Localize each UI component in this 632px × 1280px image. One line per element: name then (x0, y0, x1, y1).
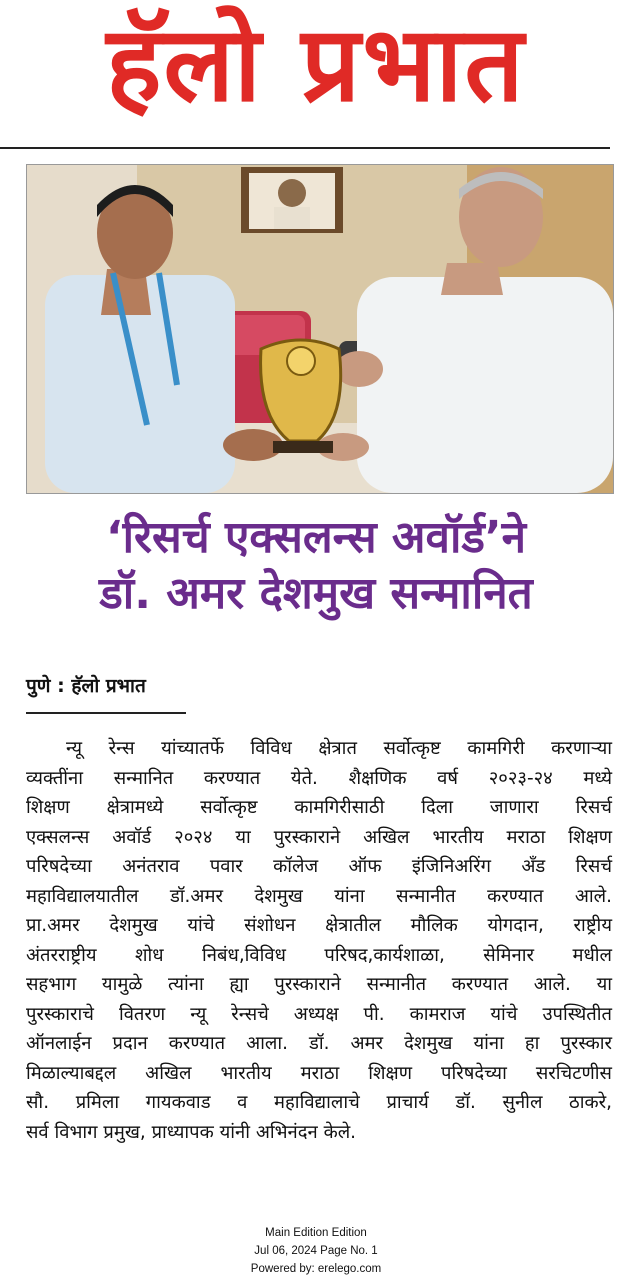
body-line: प्रा.अमर देशमुख यांचे संशोधन क्षेत्रातील मौलिक योगदान, राष्ट्रीय (26, 915, 612, 936)
masthead (0, 0, 632, 130)
body-line: सर्व विभाग प्रमुख, प्राध्यापक यांनी अभिनंदन केले. (26, 1121, 357, 1143)
headline-line-1: ‘रिसर्च एक्सलन्स अवॉर्ड’ने (105, 512, 527, 563)
body-line: सहभाग यामुळे त्यांना ह्या पुरस्काराने सन्मानीत करण्यात आले. या (26, 974, 612, 995)
article-body (26, 734, 612, 1147)
body-line: पुरस्काराचे वितरण न्यू रेन्सचे अध्यक्ष पी. कामराज यांचे उपस्थितीत (26, 1003, 612, 1025)
dateline-divider (26, 712, 186, 714)
masthead-divider (0, 147, 610, 149)
award-ceremony-photo (27, 165, 613, 493)
body-line: शिक्षण क्षेत्रामध्ये सर्वोत्कृष्ट कामगिरीसाठी दिला जाणारा रिसर्च (26, 797, 612, 818)
body-line: परिषदेच्या अनंतराव पवार कॉलेज ऑफ इंजिनिअरिंग अँड रिसर्च (26, 856, 612, 877)
edition-footer (0, 1224, 632, 1278)
body-line: व्यक्तींना सन्मानित करण्यात येते. शैक्षणिक वर्ष २०२३-२४ मध्ये (26, 767, 612, 789)
body-line: अंतरराष्ट्रीय शोध निबंध,विविध परिषद,कार्यशाळा, सेमिनार मधील (26, 944, 612, 966)
masthead-title: हॅलो प्रभात (106, 3, 526, 125)
edition-name: Main Edition Edition (265, 1227, 367, 1239)
body-line: एक्सलन्स अवॉर्ड २०२४ या पुरस्काराने अखिल भारतीय मराठा शिक्षण (26, 826, 612, 848)
body-line: मिळाल्याबद्दल अखिल भारतीय मराठा शिक्षण परिषदेच्या सरचिटणीस (26, 1062, 612, 1084)
dateline: पुणे : हॅलो प्रभात (26, 675, 146, 697)
headline-line-2: डॉ. अमर देशमुख सन्मानित (99, 568, 533, 619)
body-line: सौ. प्रमिला गायकवाड व महाविद्यालाचे प्राचार्य डॉ. सुनील ठाकरे, (26, 1092, 612, 1113)
article-headline (10, 510, 622, 622)
article-photo (26, 164, 614, 494)
body-line: न्यू रेन्स यांच्यातर्फे विविध क्षेत्रात सर्वोत्कृष्ट कामगिरी करणाऱ्या (66, 738, 612, 759)
body-line: महाविद्यालयातील डॉ.अमर देशमुख यांना सन्मानीत करण्यात आले. (26, 885, 612, 907)
edition-date-page: Jul 06, 2024 Page No. 1 (254, 1245, 378, 1257)
body-line: ऑनलाईन प्रदान करण्यात आला. डॉ. अमर देशमुख यांना हा पुरस्कार (26, 1033, 612, 1054)
powered-by: Powered by: erelego.com (250, 1263, 382, 1275)
